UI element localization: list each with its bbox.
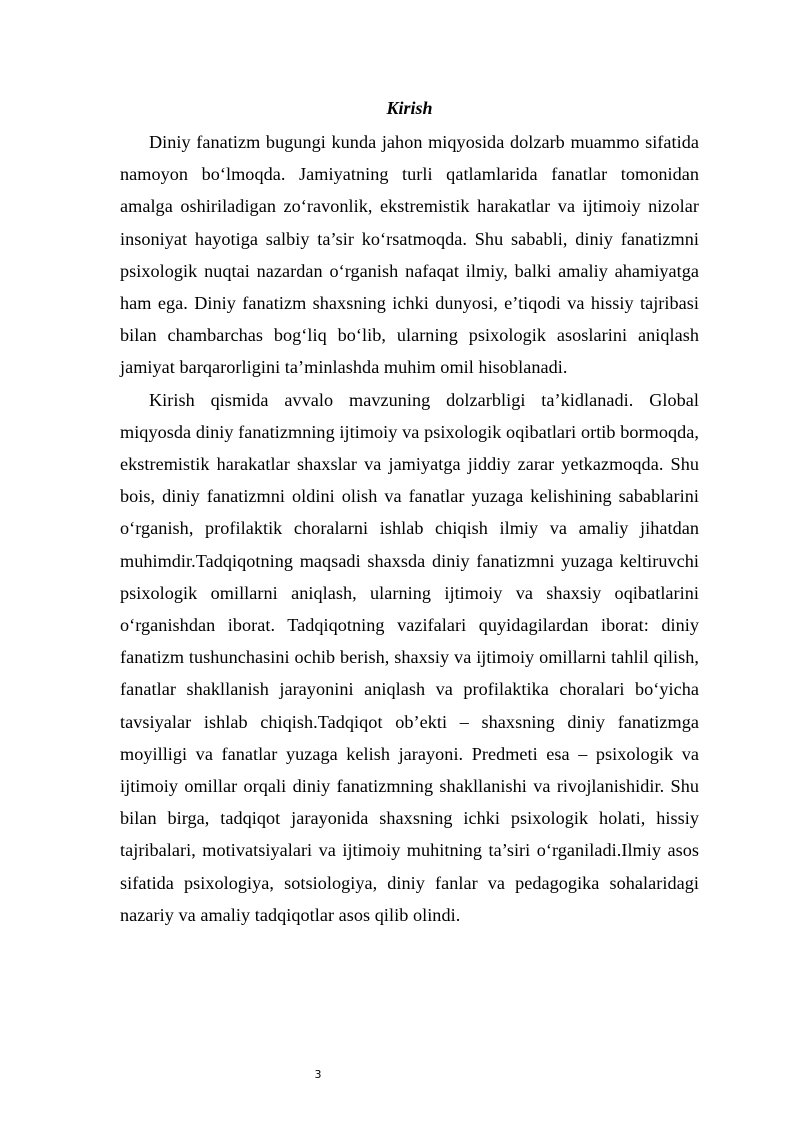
body-text	[120, 126, 699, 931]
paragraph: Diniy fanatizm bugungi kunda jahon miqyosida dolzarb muammo sifatida namoyon bo‘lmoqda. Jamiyatning turli qatlamlarida fanatlar tomonidan amalga oshiriladigan zo‘ravonlik, ekstremistik harakatlar va ijtimoiy nizolar insoniyat hayotiga salbiy ta’sir ko‘rsatmoqda. Shu sababli, diniy fanatizmni psixologik nuqtai nazardan o‘rganish nafaqat ilmiy, balki amaliy ahamiyatga ham ega. Diniy fanatizm shaxsning ichki dunyosi, e’tiqodi va hissiy tajribasi bilan chambarchas bog‘liq bo‘lib, ularning psixologik asoslarini aniqlash jamiyat barqarorligini ta’minlashda muhim omil hisoblanadi.	[120, 132, 699, 378]
paragraph: Kirish qismida avvalo mavzuning dolzarbligi ta’kidlanadi. Global miqyosda diniy fanatizmning ijtimoiy va psixologik oqibatlari ortib bormoqda, ekstremistik harakatlar shaxslar va jamiyatga jiddiy zarar yetkazmoqda. Shu bois, diniy fanatizmni oldini olish va fanatlar yuzaga kelishining sabablarini o‘rganish, profilaktik choralarni ishlab chiqish ilmiy va amaliy jihatdan muhimdir.Tadqiqotning maqsadi shaxsda diniy fanatizmni yuzaga keltiruvchi psixologik omillarni aniqlash, ularning ijtimoiy va shaxsiy oqibatlarini o‘rganishdan iborat. Tadqiqotning vazifalari quyidagilardan iborat: diniy fanatizm tushunchasini ochib berish, shaxsiy va ijtimoiy omillarni tahlil qilish, fanatlar shakllanish jarayonini aniqlash va profilaktika choralari bo‘yicha tavsiyalar ishlab chiqish.Tadqiqot ob’ekti – shaxsning diniy fanatizmga moyilligi va fanatlar yuzaga kelish jarayoni. Predmeti esa – psixologik va ijtimoiy omillar orqali diniy fanatizmning shakllanishi va rivojlanishidir. Shu bilan birga, tadqiqot jarayonida shaxsning ichki psixologik holati, hissiy tajribalari, motivatsiyalari va ijtimoiy muhitning ta’siri o‘rganiladi.Ilmiy asos sifatida psixologiya, sotsiologiya, diniy fanlar va pedagogika sohalaridagi nazariy va amaliy tadqiqotlar asos qilib olindi.	[120, 389, 699, 925]
page-number: 3	[314, 1068, 322, 1081]
section-heading: Kirish	[386, 98, 433, 118]
